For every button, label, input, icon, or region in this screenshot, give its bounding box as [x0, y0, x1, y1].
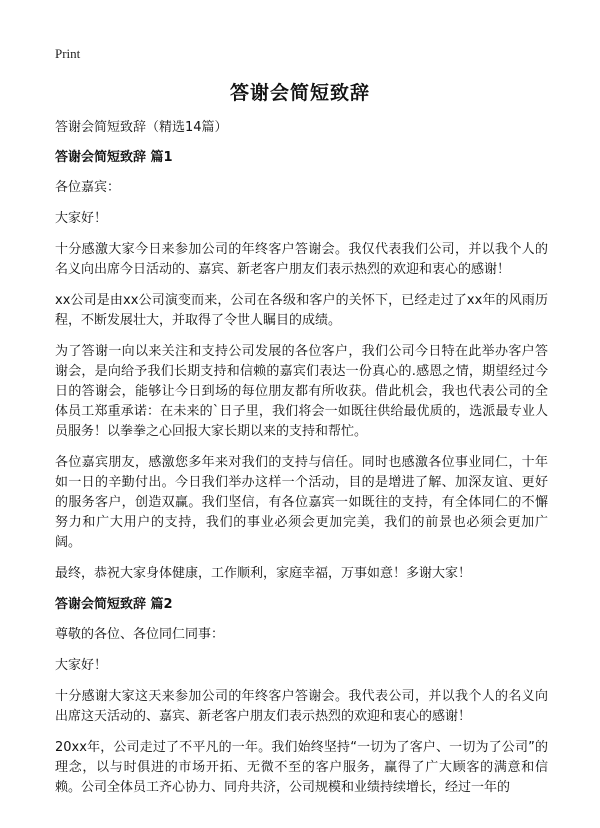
print-link[interactable]: Print: [55, 46, 81, 61]
paragraph: 各位嘉宾：: [55, 180, 121, 195]
paragraph: 为了答谢一向以来关注和支持公司发展的各位客户，我们公司今日特在此举办客户答谢会，是向给予我们长期支持和信赖的嘉宾们表达一份真心的.感恩之情，期望经过今日的答谢会，能够让今日到场的每位朋友都有所收获。借此机会，我也代表公司的全体员工郑重承诺：在未来的`日子里，我们将会一如既往供给最优质的，选派最专业人员服务！以拳拳之心回报大家长期以来的支持和帮忙。: [55, 344, 548, 439]
section-heading: 答谢会简短致辞 篇2: [55, 597, 173, 612]
paragraph: 尊敬的各位、各位同仁同事：: [55, 627, 225, 642]
section-heading: 答谢会简短致辞 篇1: [55, 150, 173, 165]
document-title: 答谢会简短致辞: [229, 82, 370, 104]
paragraph: 十分感激大家今日来参加公司的年终客户答谢会。我仅代表我们公司，并以我个人的名义向出席今日活动的、嘉宾、新老客户朋友们表示热烈的欢迎和衷心的感谢！: [55, 242, 548, 277]
document-body: [55, 118, 548, 809]
paragraph: 十分感谢大家这天来参加公司的年终客户答谢会。我代表公司，并以我个人的名义向出席这天活动的、嘉宾、新老客户朋友们表示热烈的欢迎和衷心的感谢！: [55, 689, 548, 724]
document-subtitle: 答谢会简短致辞（精选14篇）: [55, 120, 228, 135]
paragraph: 最终，恭祝大家身体健康，工作顺利，家庭幸福，万事如意！多谢大家！: [55, 566, 472, 581]
paragraph: 20xx年，公司走过了不平凡的一年。我们始终坚持“一切为了客户、一切为了公司”的理念，以与时俱进的市场开拓、无微不至的客户服务，赢得了广大顾客的满意和信赖。公司全体员工齐心协力、同舟共济，公司规模和业绩持续增长，经过一年的: [55, 740, 548, 795]
paragraph: xx公司是由xx公司演变而来，公司在各级和客户的关怀下，已经走过了xx年的风雨历程，不断发展壮大，并取得了令世人瞩目的成绩。: [55, 293, 548, 328]
paragraph: 大家好！: [55, 658, 108, 673]
paragraph: 各位嘉宾朋友，感激您多年来对我们的支持与信任。同时也感激各位事业同仁，十年如一日的辛勤付出。今日我们举办这样一个活动，目的是增进了解、加深友谊、更好的服务客户，创造双赢。我们坚信，有各位嘉宾一如既往的支持，有全体同仁的不懈努力和广大用户的支持，我们的事业必须会更加完美，我们的前景也必须会更加广阔。: [55, 455, 548, 550]
paragraph: 大家好！: [55, 211, 108, 226]
section-2: [55, 595, 548, 798]
section-1: [55, 148, 548, 584]
